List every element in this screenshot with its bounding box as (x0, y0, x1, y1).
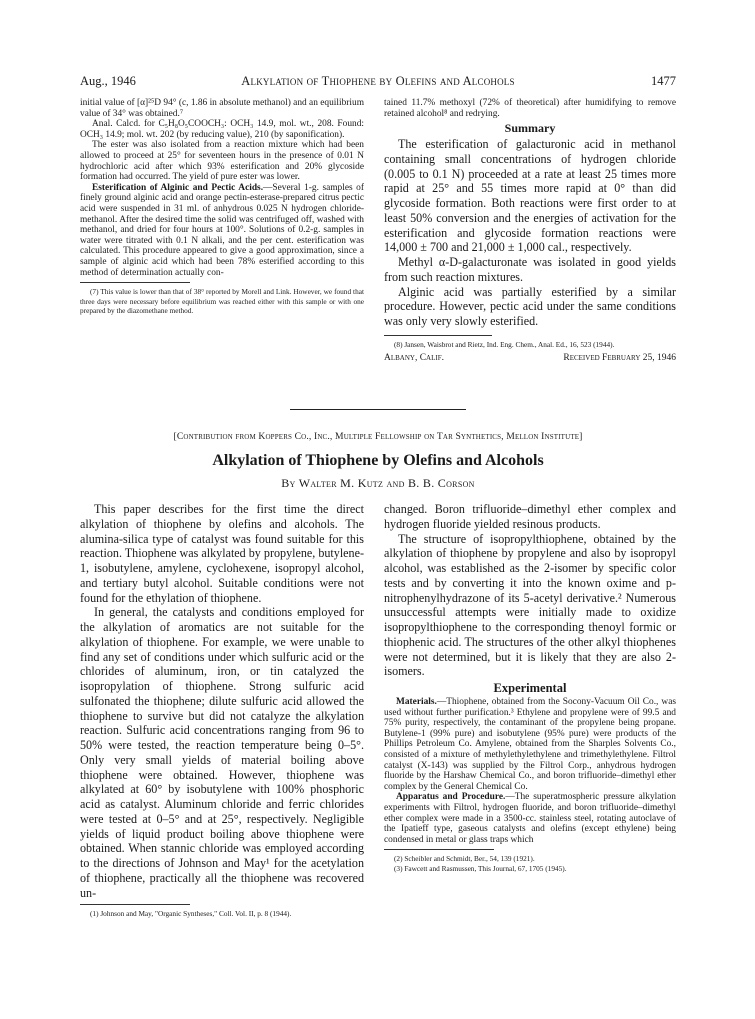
apparatus-run-in-heading: Apparatus and Procedure. (396, 792, 506, 803)
materials-body: —Thiophene, obtained from the Socony-Vacuum Oil Co., was used without further purification.³ Ethylene and propylene were of 99.5 and 75% purity, respectively, the contaminant of the propylene being propane. Butylene-1 (99% pure) and isobutylene (95% pure) were products of the Phillips Petroleum Co. Amylene, obtained from the Sharples Solvents Co., consisted of a mixture of methylethylethylene and trimethylethylene. Filtrol catalyst (X-143) was supplied by the Filtrol Corp., anhydrous hydrogen fluoride by the Harshaw Chemical Co., and boron trifluoride–dimethyl ether complex by the General Chemical Co. (384, 697, 676, 792)
apparatus-body: —The superatmospheric pressure alkylation experiments with Filtrol, hydrogen fluoride, and boron trifluoride–dimethyl ether complex were made in a 3500-cc. stainless steel, rotating autoclave of the Ipatieff type, gaseous catalysts and olefins (except ethylene) being condensed in metal or glass traps which (384, 792, 676, 845)
apparatus-paragraph (384, 792, 676, 845)
body-paragraph: The structure of isopropylthiophene, obtained by the alkylation of thiophene by propylene and also by isopropyl alcohol, was established as the 2-isomer by specific color tests and by converting it into the known oxime and p-nitrophenylhydrazone of its 5-acetyl derivative.² Numerous unsuccessful attempts were initially made to oxidize isopropylthiophene to the corresponding thenoyl formic or thiophenic acid. The structures of the other alkyl thiophenes were not determined, but it is likely that they are also 2-isomers. (384, 531, 676, 679)
prev-continuation: tained 11.7% methoxyl (72% of theoretical) after humidifying to remove retained alcohol⁸ and redrying. (384, 98, 676, 119)
prev-article-right-column (384, 98, 676, 365)
footnote-rule (384, 849, 494, 850)
materials-paragraph (384, 697, 676, 792)
location: Albany, Calif. (384, 353, 444, 364)
prev-article-left-column (80, 98, 364, 315)
footnote-rule (80, 282, 190, 283)
footnote-rule (80, 904, 190, 905)
header-page-number: 1477 (651, 74, 676, 88)
footnote-1: (1) Johnson and May, "Organic Syntheses," Coll. Vol. II, p. 8 (1944). (90, 909, 292, 919)
article-right-column (384, 502, 676, 873)
body-paragraph: This paper describes for the first time the direct alkylation of thiophene by olefins and alcohols. The alumina-silica type of catalyst was found suitable for this reaction. Thiophene was alkylated by propylene, butylene-1, isobutylene, amylene, cyclohexene, isopropyl alcohol, and tertiary butyl alcohol. Suitable conditions were not found for the ethylation of thiophene. (80, 502, 364, 605)
article-title: Alkylation of Thiophene by Olefins and Alcohols (212, 452, 544, 469)
running-header (80, 74, 676, 92)
summary-heading: Summary (504, 121, 556, 136)
prev-paragraph-anal: Anal. Calcd. for C₅H₈O₅COOCH₃: OCH₃ 14.9, mol. wt., 208. Found: OCH₃ 14.9; mol. wt. 202 (by reducing value), 210 (by saponification). (80, 119, 364, 140)
article-divider (290, 409, 466, 410)
received-date: Received February 25, 1946 (563, 353, 676, 364)
materials-run-in-heading: Materials. (396, 697, 437, 707)
header-running-title: Alkylation of Thiophene by Olefins and Alcohols (241, 74, 515, 88)
body-paragraph: In general, the catalysts and conditions employed for the alkylation of aromatics are not suitable for the alkylation of thiophene. For example, we were unable to find any set of conditions under which sulfuric acid or the chlorides of aluminum, iron, or tin catalyzed the isopropylation of thiophene. Strong sulfuric acid sulfonated the thiophene; dilute sulfuric acid allowed the thiophene to survive but did not catalyze the alkylation reaction. Sulfuric acid concentrations ranging from 96 to 50% were tested, the reaction temperature being 0–5°. Only very small yields of material boiling above thiophene were obtained. However, thiophene was alkylated at 60° by isobutylene with 100% phosphoric acid as catalyst. Aluminum chloride and ferric chlorides were tested at 0–5° and at 25°, respectively. Negligible yields of liquid product boiling above thiophene were obtained. When stannic chloride was employed according to the directions of Johnson and May¹ for the acetylation of thiophene, practically all the thiophene was recovered un- (80, 605, 364, 900)
header-date: Aug., 1946 (80, 74, 136, 88)
signature-line (384, 353, 676, 365)
footnote-7: (7) This value is lower than that of 38° reported by Morell and Link. However, we found that three days were necessary before equilibrium was reached either with this sample or with one prepared by the diazomethane method. (80, 287, 364, 315)
experimental-heading: Experimental (493, 681, 567, 695)
alginic-run-in-heading: Esterification of Alginic and Pectic Acids. (92, 182, 264, 193)
article-authors: By Walter M. Kutz and B. B. Corson (281, 476, 475, 490)
summary-paragraph: The esterification of galacturonic acid in methanol containing small concentrations of hydrogen chloride (0.005 to 0.1 N) proceeded at a rate at least 25 times more rapid at 25° and 55 times more rapid at 0° than did glycoside formation. Both reactions were first order to at least 50% conversion and the energies of activation for the esterification and glycoside formation reactions were 14,000 ± 700 and 21,000 ± 1,000 cal., respectively. (384, 137, 676, 255)
prev-paragraph: initial value of [α]²⁵D 94° (c, 1.86 in absolute methanol) and an equilibrium value of 34° was obtained.⁷ (80, 98, 364, 119)
footnote-3: (3) Fawcett and Rasmussen, This Journal, 67, 1705 (1945). (394, 863, 567, 873)
article-left-column (80, 502, 364, 919)
footnote-rule (384, 335, 492, 336)
summary-paragraph: Alginic acid was partially esterified by a similar procedure. However, pectic acid under the same conditions was only very slowly esterified. (384, 284, 676, 329)
summary-paragraph: Methyl α-D-galacturonate was isolated in good yields from such reaction mixtures. (384, 255, 676, 284)
alginic-paragraph (80, 183, 364, 278)
contribution-line: [Contribution from Koppers Co., Inc., Multiple Fellowship on Tar Synthetics, Mellon Institute] (173, 431, 583, 442)
body-paragraph: changed. Boron trifluoride–dimethyl ether complex and hydrogen fluoride yielded resinous products. (384, 502, 676, 531)
footnote-2: (2) Scheibler and Schmidt, Ber., 54, 139 (1921). (394, 854, 535, 864)
prev-paragraph: The ester was also isolated from a reaction mixture which had been allowed to proceed at 25° for seventeen hours in the presence of 0.01 N hydrochloric acid after which 93% esterification and 20% glycoside formation had occurred. The yield of pure ester was lower. (80, 140, 364, 183)
footnote-8: (8) Jansen, Waisbrot and Rietz, Ind. Eng. Chem., Anal. Ed., 16, 523 (1944). (394, 339, 615, 349)
alginic-body: —Several 1-g. samples of finely ground alginic acid and orange pectin-esterase-prepared citrus pectic acid were suspended in 31 ml. of anhydrous 0.025 N hydrogen chloride-methanol. After the desired time the solid was centrifuged off, washed with methanol, and dried for four hours at 100°. Solutions of 0.2-g. samples in water were titrated with 0.1 N alkali, and the per cent. esterification was calculated. This procedure appeared to give a good approximation, since a sample of alginic acid which had been 78% esterified according to this method of determination actually con- (80, 182, 364, 278)
